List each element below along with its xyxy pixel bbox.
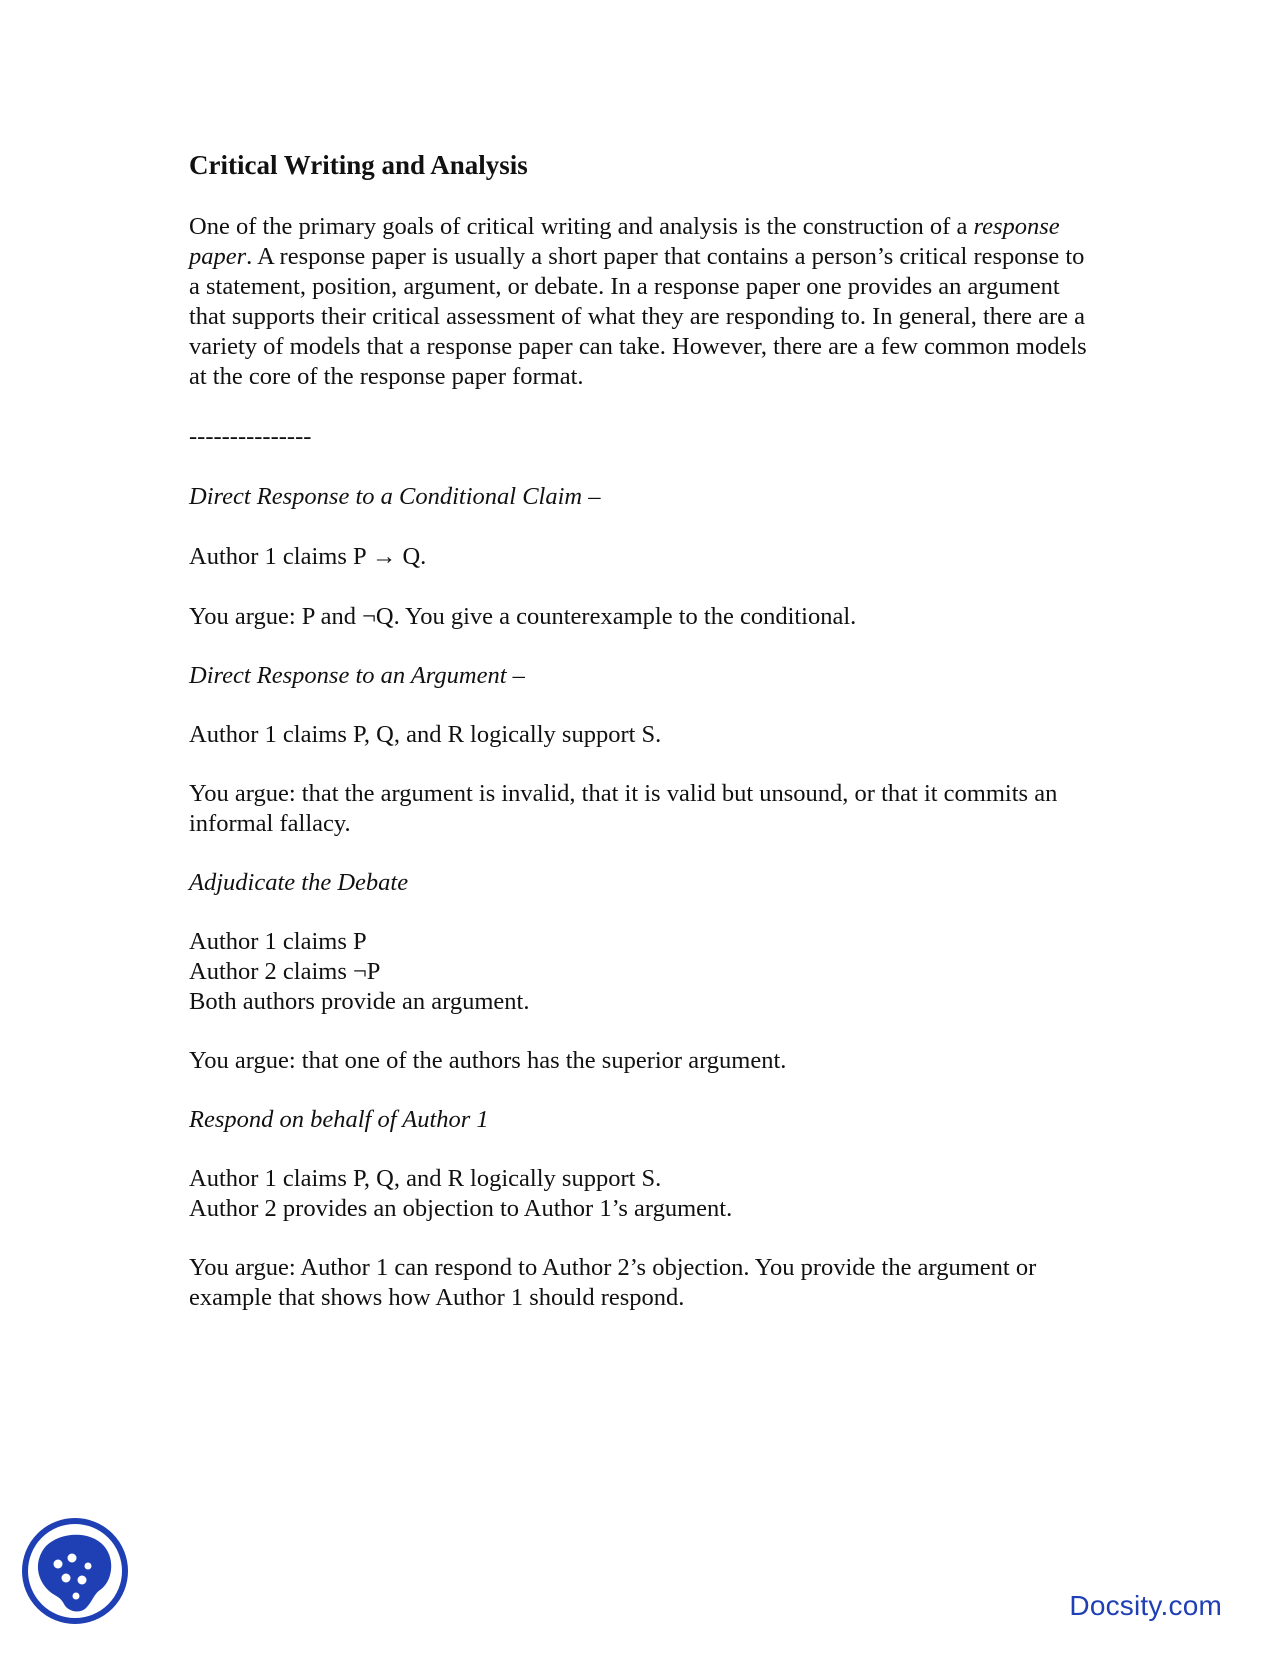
section-heading: Direct Response to a Conditional Claim – xyxy=(189,483,601,510)
docsity-brand-link[interactable]: Docsity.com xyxy=(1069,1590,1222,1621)
intro-text-start: One of the primary goals of critical writing and analysis is the construction of a xyxy=(189,213,974,240)
section-response: You argue: P and ¬Q. You give a counterexample to the conditional. xyxy=(189,603,857,630)
section-response: You argue: that one of the authors has the superior argument. xyxy=(189,1047,787,1074)
section-response: You argue: that the argument is invalid, that it is valid but unsound, or that it commits an informal fallacy. xyxy=(189,780,1058,837)
section-line: Author 1 claims P xyxy=(189,928,367,955)
section-heading: Adjudicate the Debate xyxy=(189,869,409,896)
docsity-logo-svg xyxy=(20,1516,130,1626)
docsity-logo-icon[interactable] xyxy=(20,1516,130,1626)
document-body xyxy=(189,150,1089,1313)
section-heading: Respond on behalf of Author 1 xyxy=(189,1106,489,1133)
section-response: You argue: Author 1 can respond to Author 2’s objection. You provide the argument or example that shows how Author 1 should respond. xyxy=(189,1254,1037,1311)
intro-italic-term: response paper xyxy=(189,213,1060,270)
section-line: Author 2 provides an objection to Author 1’s argument. xyxy=(189,1195,733,1222)
section-line: Author 1 claims P, Q, and R logically support S. xyxy=(189,721,662,748)
section-line: Author 1 claims P, Q, and R logically support S. xyxy=(189,1165,662,1192)
document-title: Critical Writing and Analysis xyxy=(189,150,528,180)
section-line: Both authors provide an argument. xyxy=(189,988,530,1015)
section-line: Author 2 claims ¬P xyxy=(189,958,381,985)
intro-text-end: . A response paper is usually a short paper that contains a person’s critical response to a statement, position, argument, or debate. In a response paper one provides an argument that supports their critical assessment of what they are responding to. In general, there are a variety of models that a response paper can take. However, there are a few common models at the core of the response paper format. xyxy=(189,243,1087,390)
intro-paragraph xyxy=(189,212,1089,392)
section-heading: Direct Response to an Argument – xyxy=(189,662,525,689)
section-divider: --------------- xyxy=(189,423,312,450)
section-line: Author 1 claims P → Q. xyxy=(189,543,427,570)
